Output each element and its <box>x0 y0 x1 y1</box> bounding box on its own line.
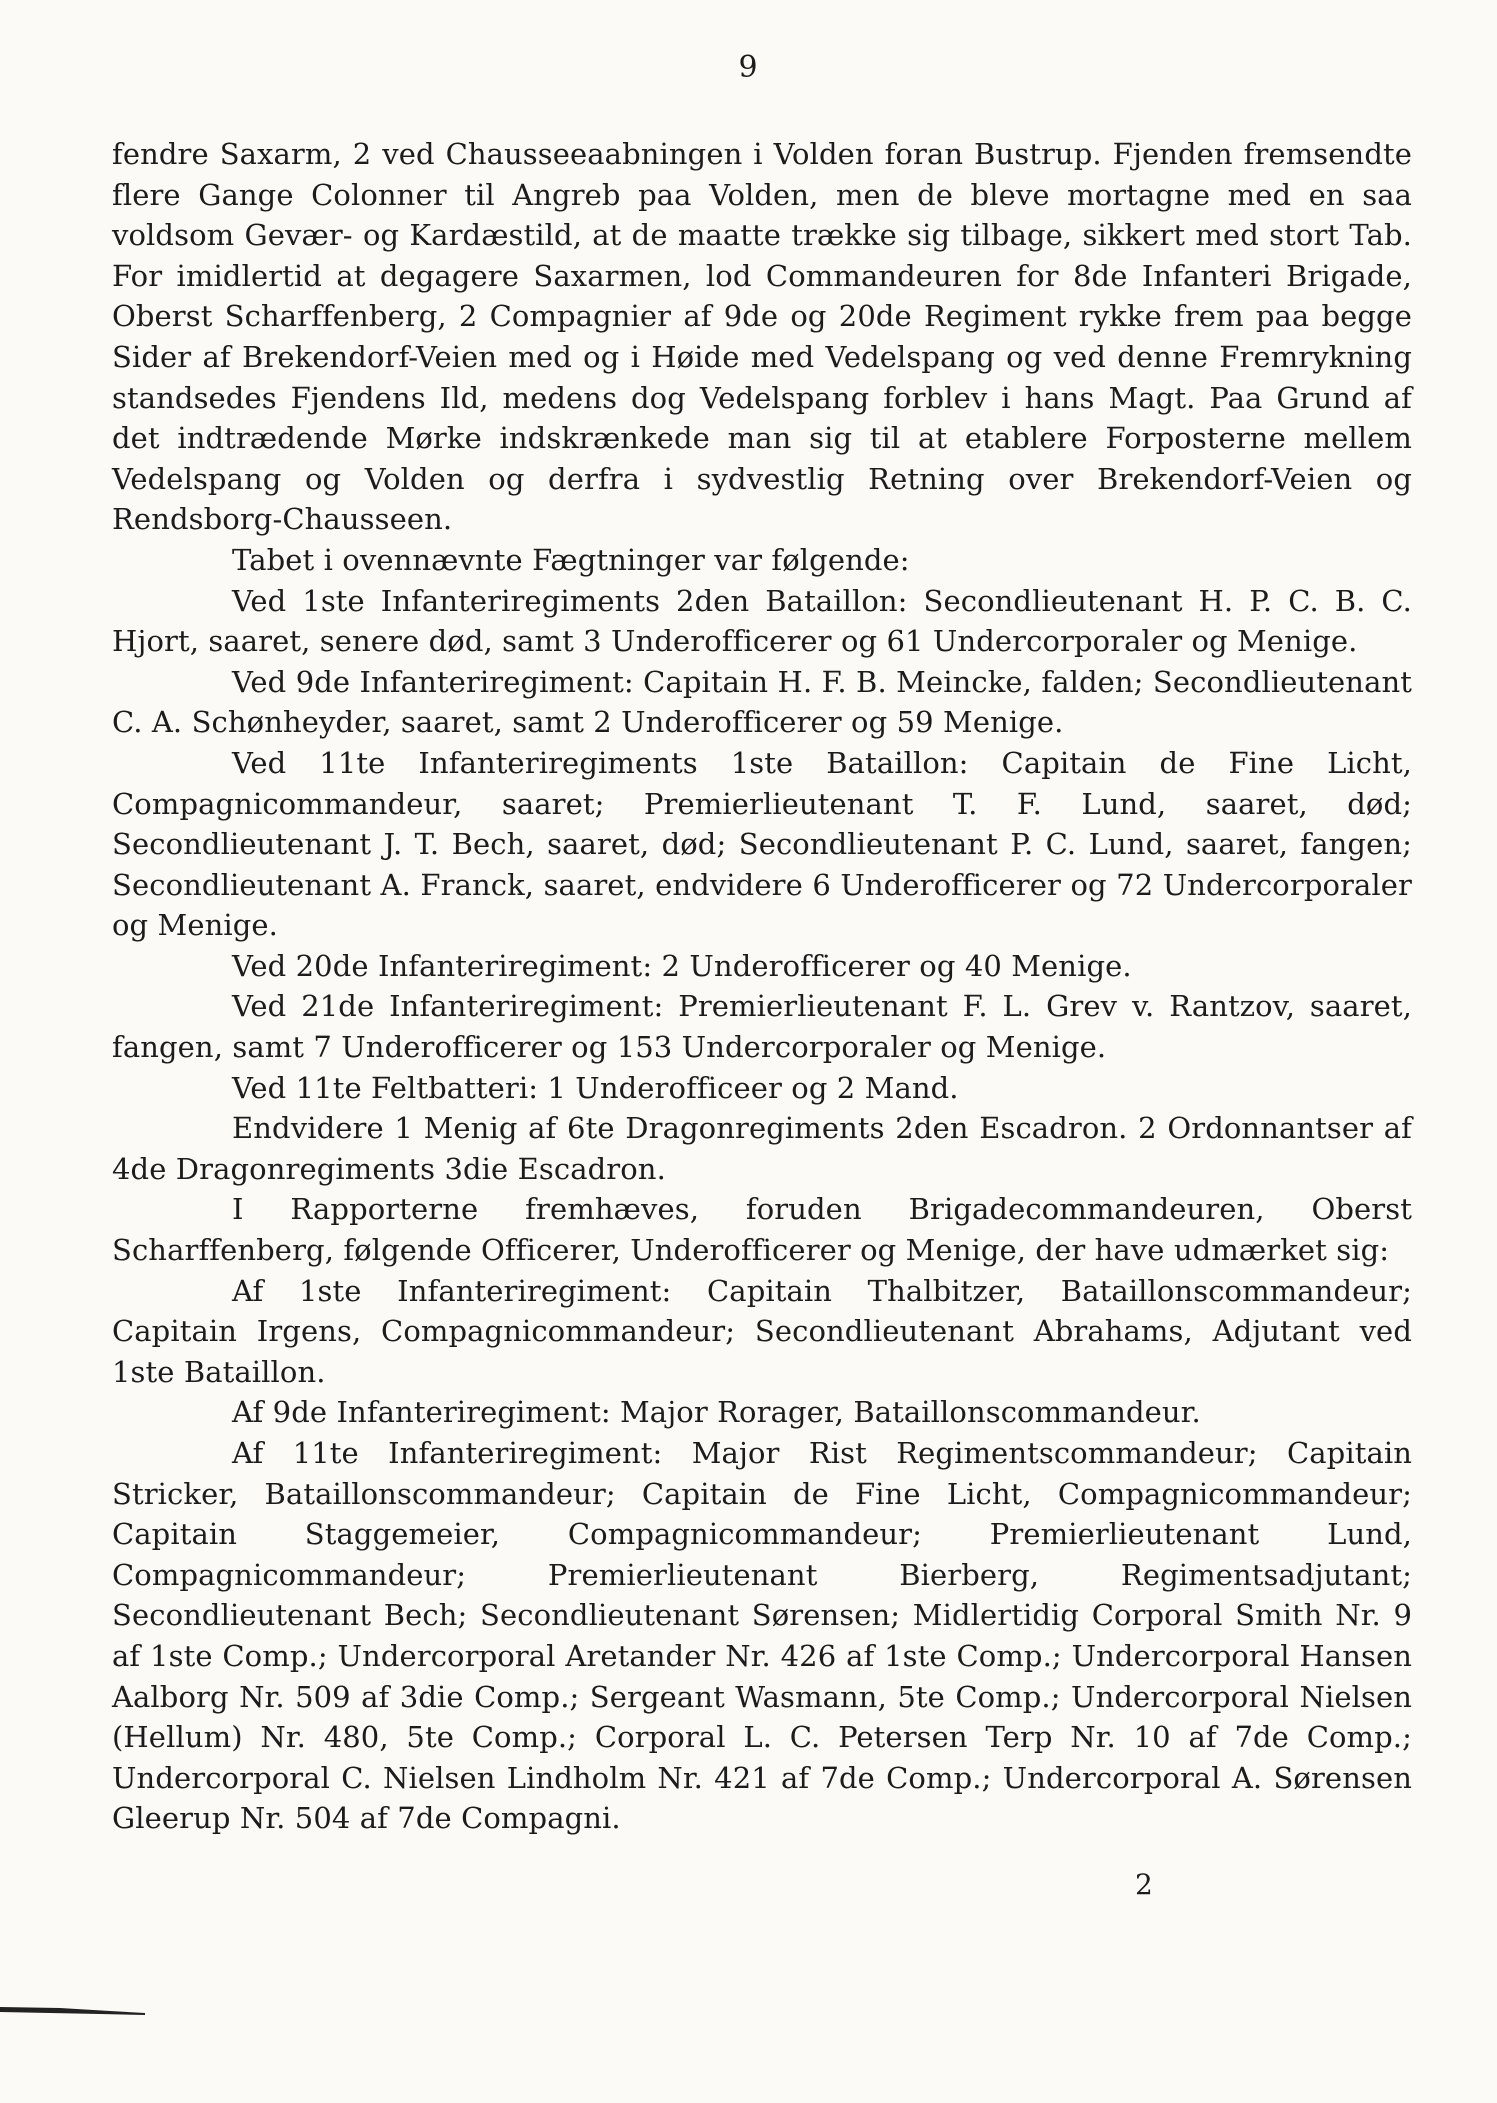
paragraph: Ved 21de Infanteriregiment: Premierlieutenant F. L. Grev v. Rantzov, saaret, fangen, samt 7 Underofficerer og 153 Undercorporaler og Menige. <box>112 989 1412 1065</box>
paragraph: I Rapporterne fremhæves, foruden Brigadecommandeuren, Oberst Scharffenberg, følgende Officerer, Underofficerer og Menige, der have udmærket sig: <box>112 1192 1412 1268</box>
paragraph: Ved 1ste Infanteriregiments 2den Bataillon: Secondlieutenant H. P. C. B. C. Hjort, saaret, senere død, samt 3 Underofficerer og 61 Undercorporaler og Menige. <box>112 583 1412 659</box>
paragraph: Endvidere 1 Menig af 6te Dragonregiments 2den Escadron. 2 Ordonnantser af 4de Dragonregiments 3die Escadron. <box>112 1111 1412 1186</box>
paragraph: Af 9de Infanteriregiment: Major Rorager, Bataillonscommandeur. <box>232 1395 1201 1430</box>
paragraph: Af 1ste Infanteriregiment: Capitain Thalbitzer, Bataillonscommandeur; Capitain Irgens, Compagnicommandeur; Secondlieutenant Abrahams, Adjutant ved 1ste Bataillon. <box>112 1273 1412 1389</box>
paragraph: fendre Saxarm, 2 ved Chausseeaabningen i Volden foran Bustrup. Fjenden fremsendte flere Gange Colonner til Angreb paa Volden, men de bleve mortagne med en saa voldsom Gevær- og Kardæstild, at de maatte trække sig tilbage, sikkert med stort Tab. For imidlertid at degagere Saxarmen, lod Commandeuren for 8de Infanteri Brigade, Oberst Scharffenberg, 2 Compagnier af 9de og 20de Regiment rykke frem paa begge Sider af Brekendorf-Veien med og i Høide med Vedelspang og ved denne Fremrykning standsedes Fjendens Ild, medens dog Vedelspang forblev i hans Magt. Paa Grund af det indtrædende Mørke indskrænkede man sig til at etablere Forposterne mellem Vedelspang og Volden og derfra i sydvestlig Retning over Brekendorf-Veien og Rendsborg-Chausseen. <box>112 137 1412 537</box>
scan-edge-mark <box>0 2003 145 2017</box>
page-number: 9 <box>738 50 759 85</box>
paragraph: Ved 9de Infanteriregiment: Capitain H. F. B. Meincke, falden; Secondlieutenant C. A. Schønheyder, saaret, samt 2 Underofficerer og 59 Menige. <box>112 664 1412 740</box>
paragraph: Tabet i ovennævnte Fægtninger var følgende: <box>232 542 910 577</box>
paragraph: Ved 20de Infanteriregiment: 2 Underofficerer og 40 Menige. <box>232 948 1132 983</box>
signature-mark: 2 <box>1135 1868 1153 1901</box>
paragraph: Af 11te Infanteriregiment: Major Rist Regimentscommandeur; Capitain Stricker, Bataillonscommandeur; Capitain de Fine Licht, Compagnicommandeur; Capitain Staggemeier, Compagnicommandeur; Premierlieutenant Lund, Compagnicommandeur; Premierlieutenant Bierberg, Regimentsadjutant; Secondlieutenant Bech; Secondlieutenant Sørensen; Midlertidig Corporal Smith Nr. 9 af 1ste Comp.; Undercorporal Aretander Nr. 426 af 1ste Comp.; Undercorporal Hansen Aalborg Nr. 509 af 3die Comp.; Sergeant Wasmann, 5te Comp.; Undercorporal Nielsen (Hellum) Nr. 480, 5te Comp.; Corporal L. C. Petersen Terp Nr. 10 af 7de Comp.; Undercorporal C. Nielsen Lindholm Nr. 421 af 7de Comp.; Undercorporal A. Sørensen Gleerup Nr. 504 af 7de Compagni. <box>112 1436 1412 1836</box>
body-text <box>112 134 1412 1839</box>
paragraph: Ved 11te Feltbatteri: 1 Underofficeer og 2 Mand. <box>232 1070 959 1105</box>
paragraph: Ved 11te Infanteriregiments 1ste Bataillon: Capitain de Fine Licht, Compagnicommandeur, saaret; Premierlieutenant T. F. Lund, saaret, død; Secondlieutenant J. T. Bech, saaret, død; Secondlieutenant P. C. Lund, saaret, fangen; Secondlieutenant A. Franck, saaret, endvidere 6 Underofficerer og 72 Undercorporaler og Menige. <box>112 745 1412 943</box>
